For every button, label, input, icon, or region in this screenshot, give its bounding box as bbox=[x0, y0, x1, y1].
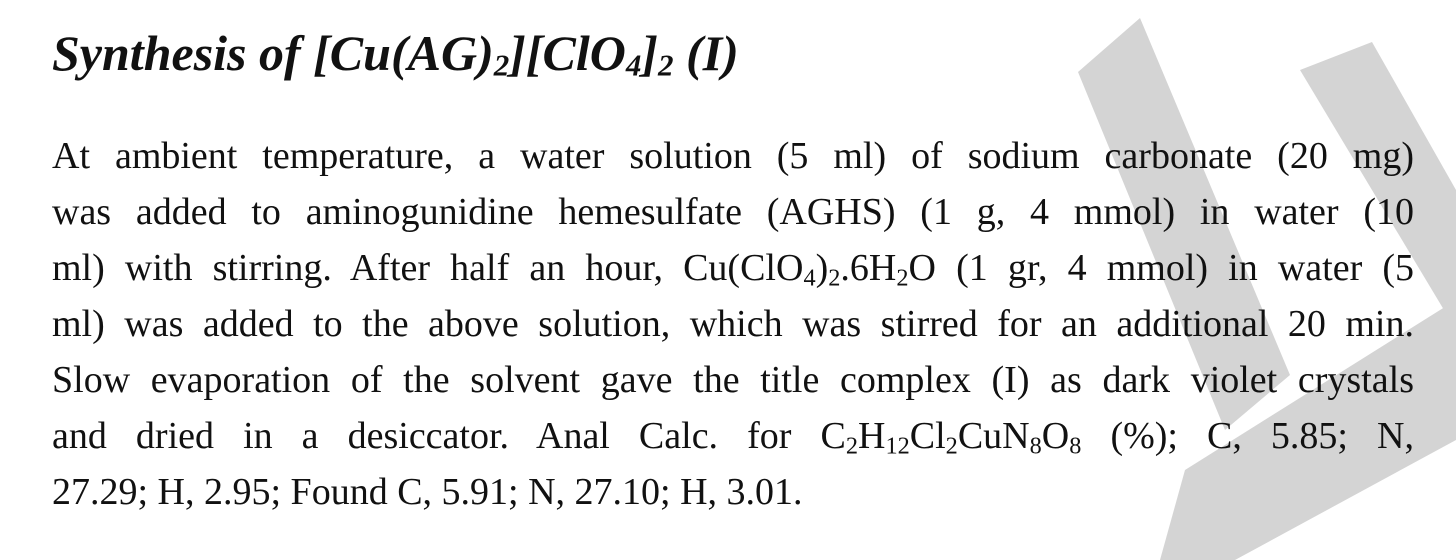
paragraph-line-2: was added to aminogunidine hemesulfate (AGHS) (1 g, 4 mmol) in water (10 bbox=[52, 191, 1414, 233]
synthesis-paragraph bbox=[52, 128, 1414, 520]
paragraph-line-6: and dried in a desiccator. Anal Calc. for $C_2H_{12}Cl_2CuN_8O_8$ (%); C, 5.85; N, bbox=[52, 415, 1414, 460]
paragraph-line-3: ml) with stirring. After half an hour, $Cu(ClO_4)_2.6H_2O$ (1 gr, 4 mmol) in water (5 bbox=[52, 247, 1414, 292]
paragraph-line-1: At ambient temperature, a water solution (5 ml) of sodium carbonate (20 mg) bbox=[52, 135, 1414, 177]
paragraph-line-7: 27.29; H, 2.95; Found C, 5.91; N, 27.10; H, 3.01. bbox=[52, 471, 803, 513]
paragraph-line-4: ml) was added to the above solution, which was stirred for an additional 20 min. bbox=[52, 303, 1414, 345]
section-heading: Synthesis of $[Cu(AG)_2][ClO_4]_2$ (I) bbox=[52, 25, 739, 83]
paragraph-line-5: Slow evaporation of the solvent gave the title complex (I) as dark violet crystals bbox=[52, 359, 1414, 401]
